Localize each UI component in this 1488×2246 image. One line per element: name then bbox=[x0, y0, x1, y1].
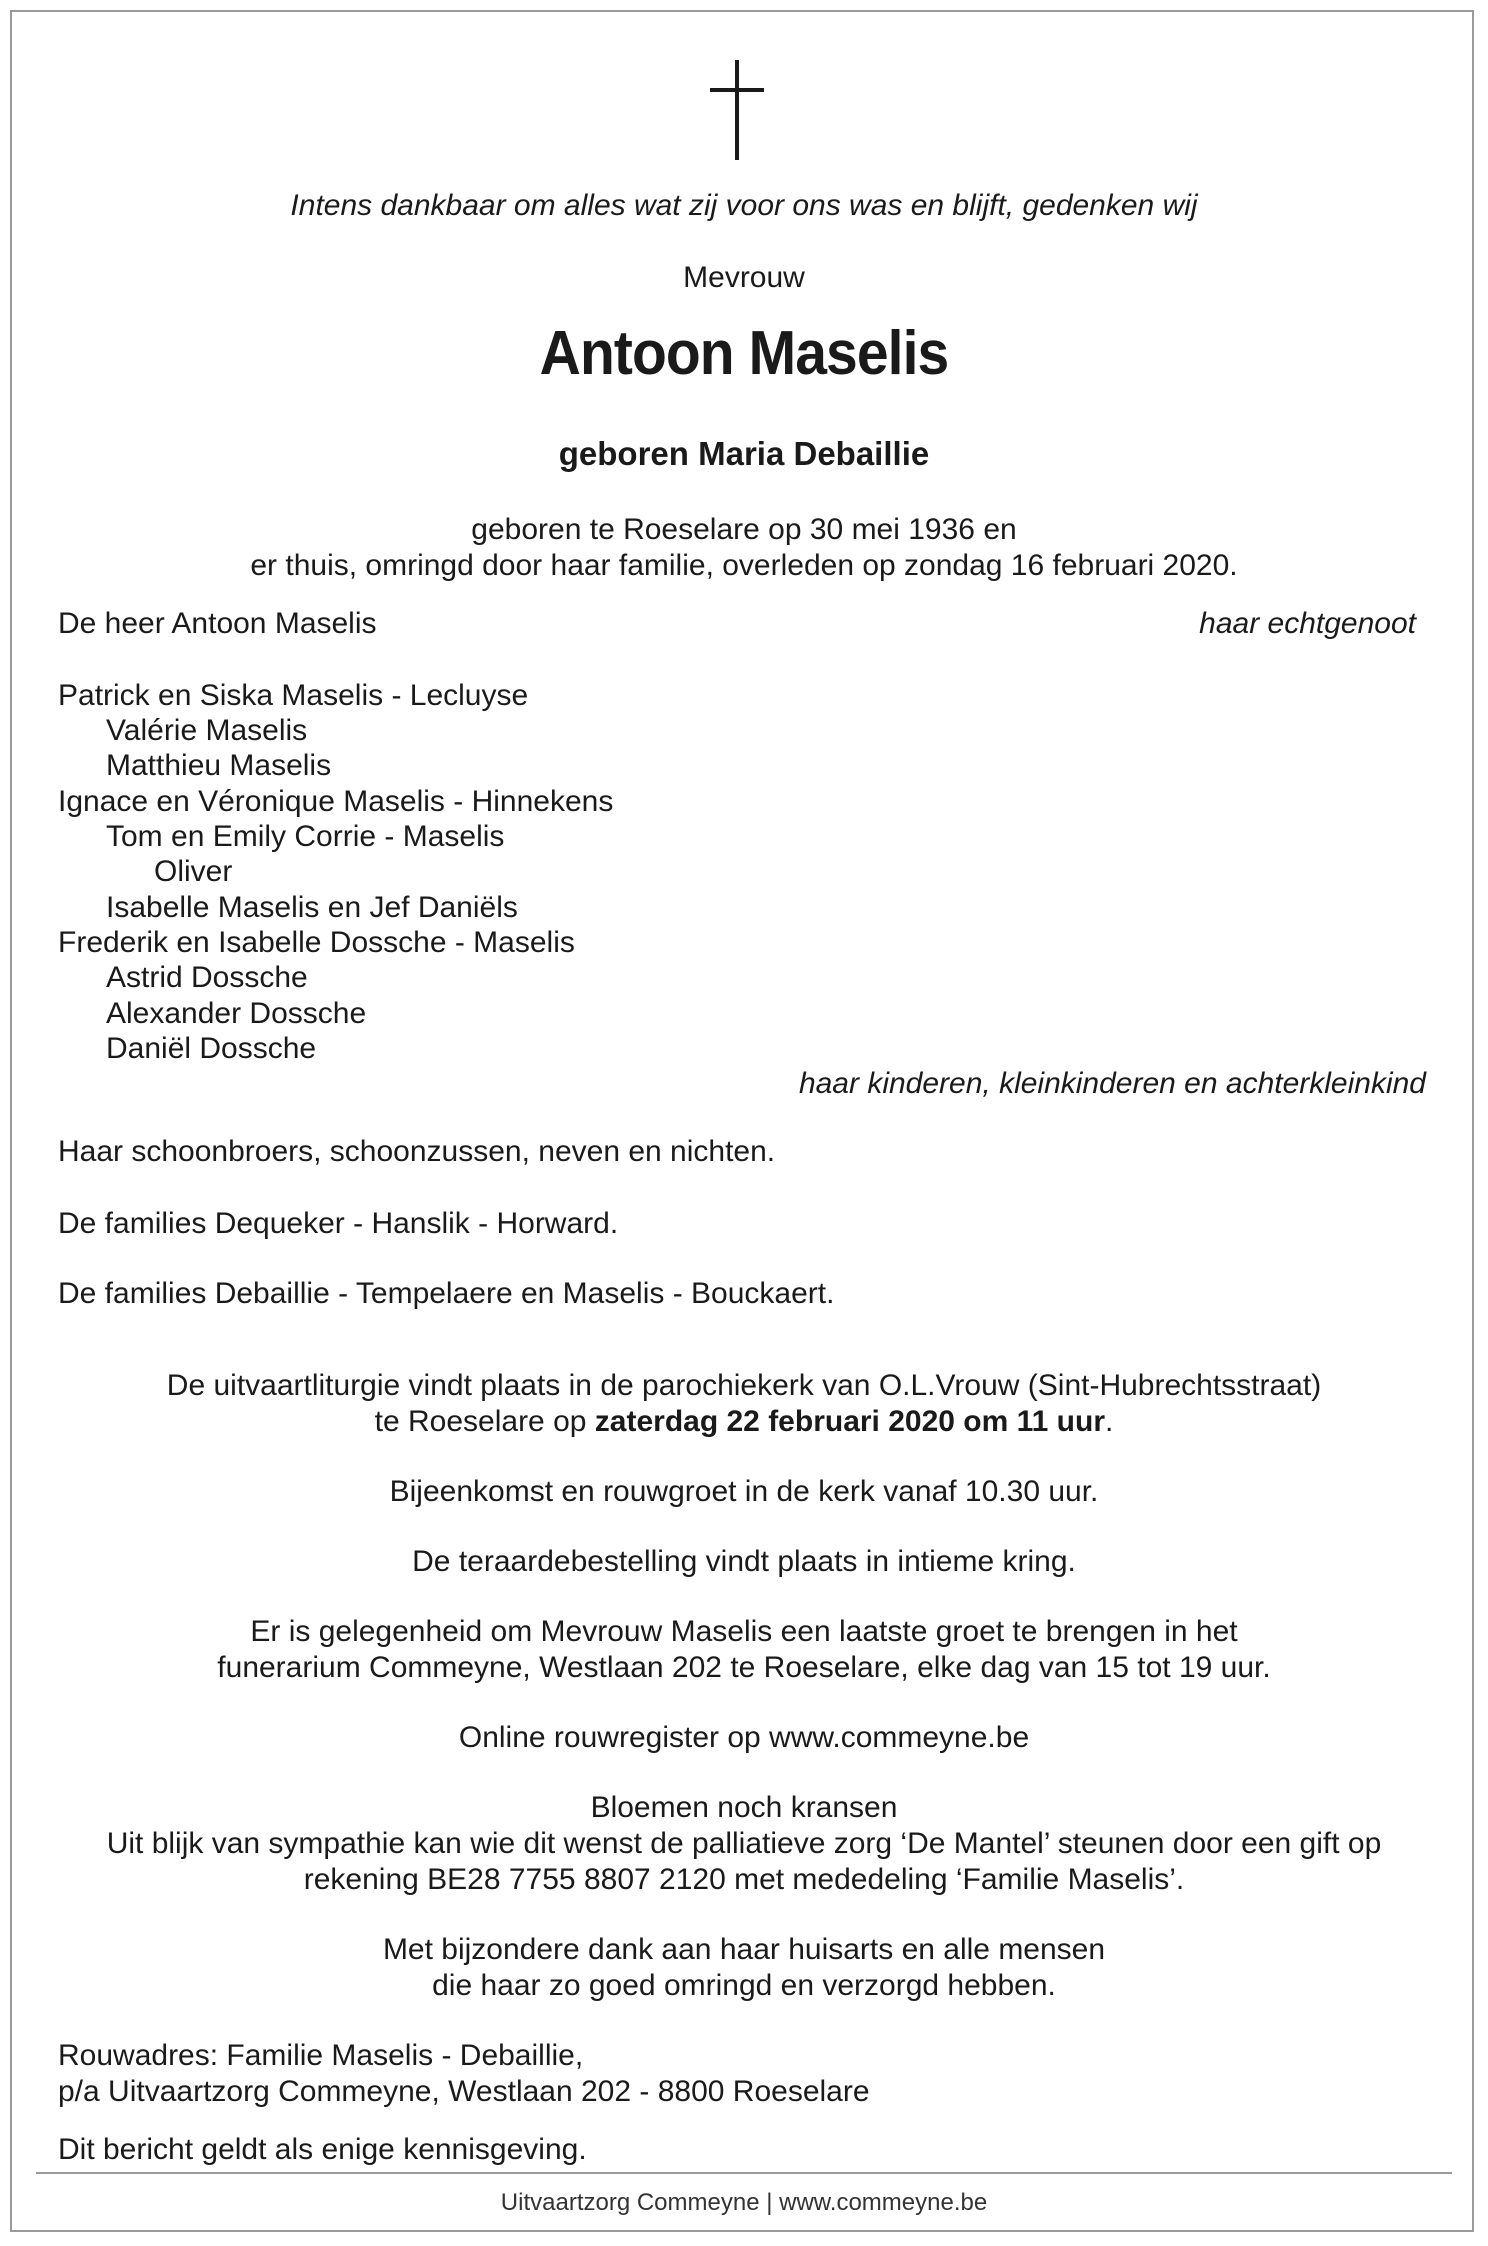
birth-line-2: er thuis, omringd door haar familie, overleden op zondag 16 februari 2020. bbox=[250, 549, 1238, 582]
family-member: Tom en Emily Corrie - Maselis bbox=[106, 820, 505, 853]
family-member: Isabelle Maselis en Jef Daniëls bbox=[106, 891, 518, 924]
salutation: Mevrouw bbox=[683, 261, 805, 294]
relatives-line: De families Dequeker - Hanslik - Horward. bbox=[58, 1207, 619, 1240]
family-member: Astrid Dossche bbox=[106, 961, 308, 994]
notice-text: Dit bericht geldt als enige kennisgeving. bbox=[58, 2133, 587, 2166]
service-date: zaterdag 22 februari 2020 om 11 uur bbox=[594, 1405, 1106, 1438]
relatives-line: De families Debaillie - Tempelaere en Maselis - Bouckaert. bbox=[58, 1277, 835, 1310]
visit-line-2: funerarium Commeyne, Westlaan 202 te Roeselare, elke dag van 15 tot 19 uur. bbox=[217, 1651, 1271, 1684]
intro-text: Intens dankbaar om alles wat zij voor ons was en blijft, gedenken wij bbox=[290, 189, 1198, 222]
family-member: Daniël Dossche bbox=[106, 1032, 317, 1065]
family-member: Patrick en Siska Maselis - Lecluyse bbox=[58, 679, 529, 712]
spouse-role: haar echtgenoot bbox=[1199, 607, 1416, 640]
birth-name: geboren Maria Debaillie bbox=[558, 435, 930, 472]
family-member: Ignace en Véronique Maselis - Hinnekens bbox=[58, 785, 614, 818]
thanks-line-2: die haar zo goed omringd en verzorgd hebben. bbox=[432, 1969, 1056, 2002]
family-member: Matthieu Maselis bbox=[106, 749, 332, 782]
deceased-name: Antoon Maselis bbox=[539, 319, 949, 388]
footer-text: Uitvaartzorg Commeyne | www.commeyne.be bbox=[500, 2189, 988, 2216]
family-role: haar kinderen, kleinkinderen en achterkleinkind bbox=[798, 1067, 1426, 1100]
family-member: Oliver bbox=[154, 855, 233, 888]
relatives-line: Haar schoonbroers, schoonzussen, neven en nichten. bbox=[58, 1135, 776, 1168]
footer-divider bbox=[36, 2172, 1452, 2174]
birth-line-1: geboren te Roeselare op 30 mei 1936 en bbox=[471, 513, 1017, 546]
family-member: Frederik en Isabelle Dossche - Maselis bbox=[58, 926, 575, 959]
flowers-line-1: Bloemen noch kransen bbox=[590, 1791, 898, 1824]
gathering-text: Bijeenkomst en rouwgroet in de kerk vanaf 10.30 uur. bbox=[389, 1475, 1099, 1508]
online-register: Online rouwregister op www.commeyne.be bbox=[458, 1721, 1030, 1754]
flowers-line-2: Uit blijk van sympathie kan wie dit wenst de palliatieve zorg ‘De Mantel’ steunen door een gift op bbox=[106, 1827, 1382, 1860]
thanks-line-1: Met bijzondere dank aan haar huisarts en alle mensen bbox=[382, 1933, 1106, 1966]
service-line-1: De uitvaartliturgie vindt plaats in de parochiekerk van O.L.Vrouw (Sint-Hubrechtsstraat) bbox=[166, 1369, 1322, 1402]
family-member: Valérie Maselis bbox=[106, 714, 308, 747]
cross-icon bbox=[710, 60, 764, 160]
address-line-2: p/a Uitvaartzorg Commeyne, Westlaan 202 - 8800 Roeselare bbox=[58, 2075, 870, 2108]
service-line-2: te Roeselare op zaterdag 22 februari 2020 om 11 uur. bbox=[374, 1405, 1114, 1438]
flowers-line-3: rekening BE28 7755 8807 2120 met mededeling ‘Familie Maselis’. bbox=[303, 1863, 1185, 1896]
address-line-1: Rouwadres: Familie Maselis - Debaillie, bbox=[58, 2039, 584, 2072]
family-member: Alexander Dossche bbox=[106, 997, 367, 1030]
visit-line-1: Er is gelegenheid om Mevrouw Maselis een laatste groet te brengen in het bbox=[250, 1615, 1238, 1648]
spouse-name: De heer Antoon Maselis bbox=[58, 607, 377, 640]
burial-text: De teraardebestelling vindt plaats in intieme kring. bbox=[412, 1545, 1076, 1578]
